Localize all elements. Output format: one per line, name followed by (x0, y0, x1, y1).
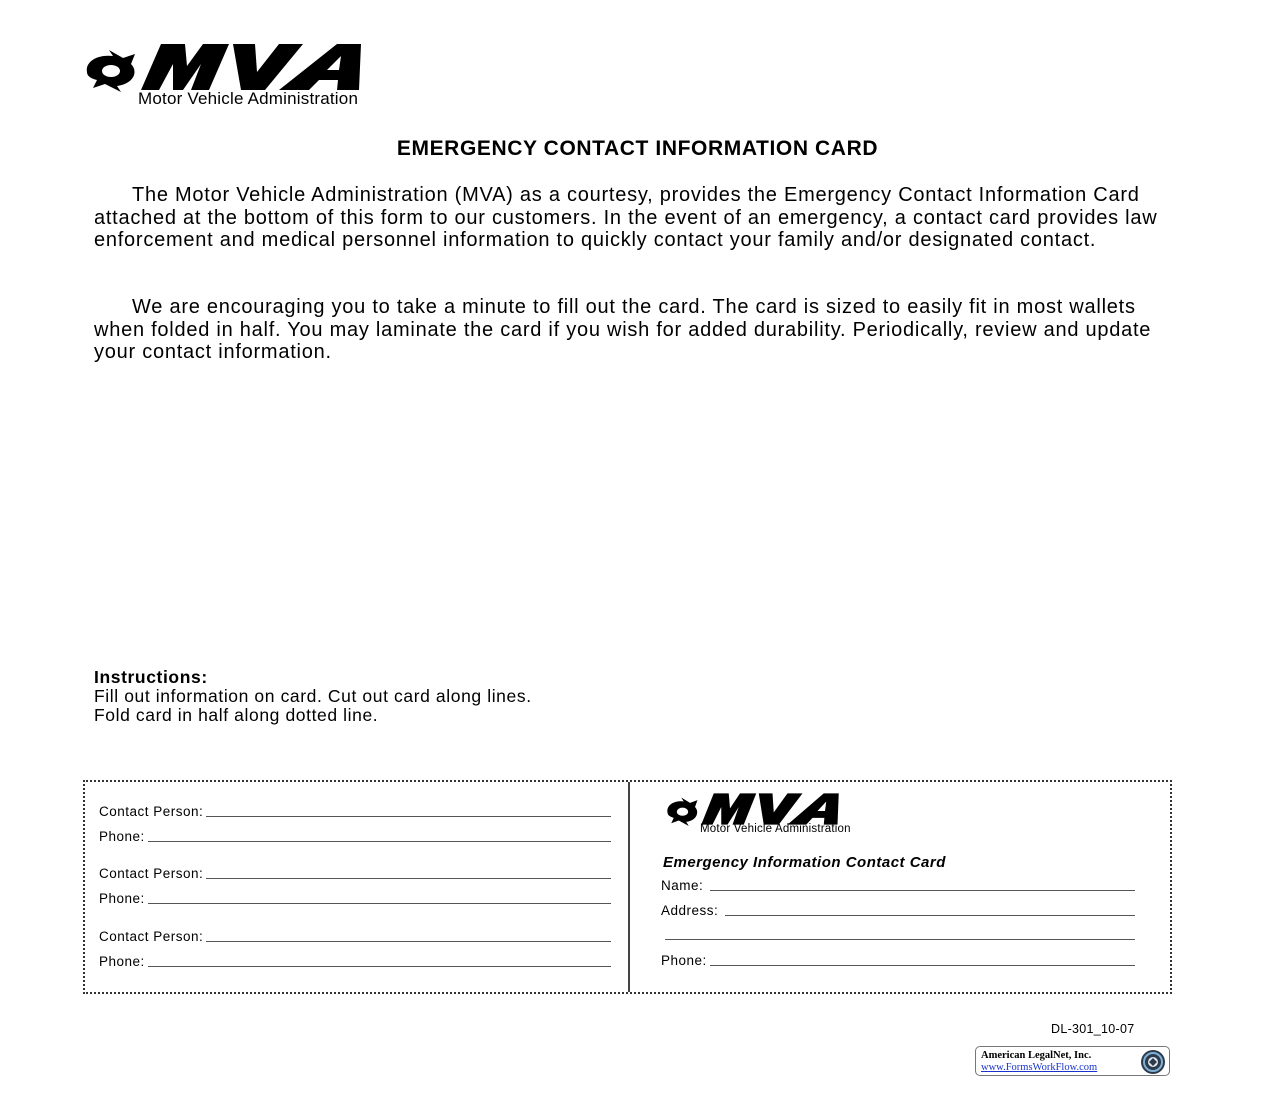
card-phone-input[interactable] (710, 954, 1135, 966)
name-label: Name: (661, 878, 704, 893)
contact-person-3-field[interactable] (99, 929, 611, 944)
phone-3-input[interactable] (148, 955, 611, 967)
form-code: DL-301_10-07 (1051, 1022, 1135, 1036)
intro-paragraph-text: The Motor Vehicle Administration (MVA) as a courtesy, provides the Emergency Contact Information Card attached at the bottom of this form to our customers. In the event of an emergency, a contact card provides law enforcement and medical personnel information to quickly contact your family and/or designated contact. (94, 184, 1158, 251)
address-label: Address: (661, 903, 719, 918)
contact-person-3-input[interactable] (206, 930, 611, 942)
instructions-heading: Instructions: (94, 667, 208, 687)
intro-paragraph (94, 184, 1174, 252)
phone-label: Phone: (661, 953, 707, 968)
phone-2-field[interactable] (99, 891, 611, 906)
name-input[interactable] (710, 879, 1135, 891)
page-title: EMERGENCY CONTACT INFORMATION CARD (396, 137, 879, 160)
contact-person-2-input[interactable] (206, 867, 611, 879)
legalnet-badge[interactable] (975, 1046, 1170, 1076)
contact-person-2-field[interactable] (99, 866, 611, 881)
mva-swirl-icon (665, 792, 865, 826)
address-input[interactable] (725, 904, 1135, 916)
contact-person-1-field[interactable] (99, 804, 611, 819)
encouragement-paragraph (94, 296, 1174, 364)
contact-person-1-input[interactable] (206, 805, 611, 817)
badge-company: American LegalNet, Inc. (981, 1050, 1092, 1061)
contact-person-label: Contact Person: (99, 866, 204, 881)
badge-url-link[interactable]: www.FormsWorkFlow.com (981, 1062, 1098, 1073)
logo-subtitle: Motor Vehicle Administration (138, 89, 359, 108)
emergency-contact-card (83, 780, 1172, 994)
card-phone-field[interactable] (661, 953, 1135, 968)
contact-person-label: Contact Person: (99, 929, 204, 944)
globe-icon (1140, 1049, 1166, 1075)
address-line-2-input[interactable] (665, 928, 1135, 940)
instructions-text: Fill out information on card. Cut out card along lines. Fold card in half along dotted line. (94, 686, 532, 725)
card-mva-logo (665, 792, 895, 838)
phone-label: Phone: (99, 829, 145, 844)
mva-logo (83, 42, 443, 108)
address-field[interactable] (661, 903, 1135, 918)
phone-2-input[interactable] (148, 892, 611, 904)
mva-swirl-icon (83, 42, 403, 92)
phone-label: Phone: (99, 954, 145, 969)
instructions-block (94, 668, 564, 725)
name-field[interactable] (661, 878, 1135, 893)
card-logo-subtitle: Motor Vehicle Administration (700, 823, 851, 835)
phone-label: Phone: (99, 891, 145, 906)
contact-person-label: Contact Person: (99, 804, 204, 819)
fold-line (628, 782, 630, 992)
phone-1-field[interactable] (99, 829, 611, 844)
address-line-2-field[interactable] (665, 928, 1135, 942)
card-title: Emergency Information Contact Card (663, 854, 946, 871)
encouragement-paragraph-text: We are encouraging you to take a minute to fill out the card. The card is sized to easily fit in most wallets when folded in half. You may laminate the card if you wish for added durability. Periodically, review and update your contact information. (94, 296, 1152, 363)
phone-3-field[interactable] (99, 954, 611, 969)
phone-1-input[interactable] (148, 830, 611, 842)
